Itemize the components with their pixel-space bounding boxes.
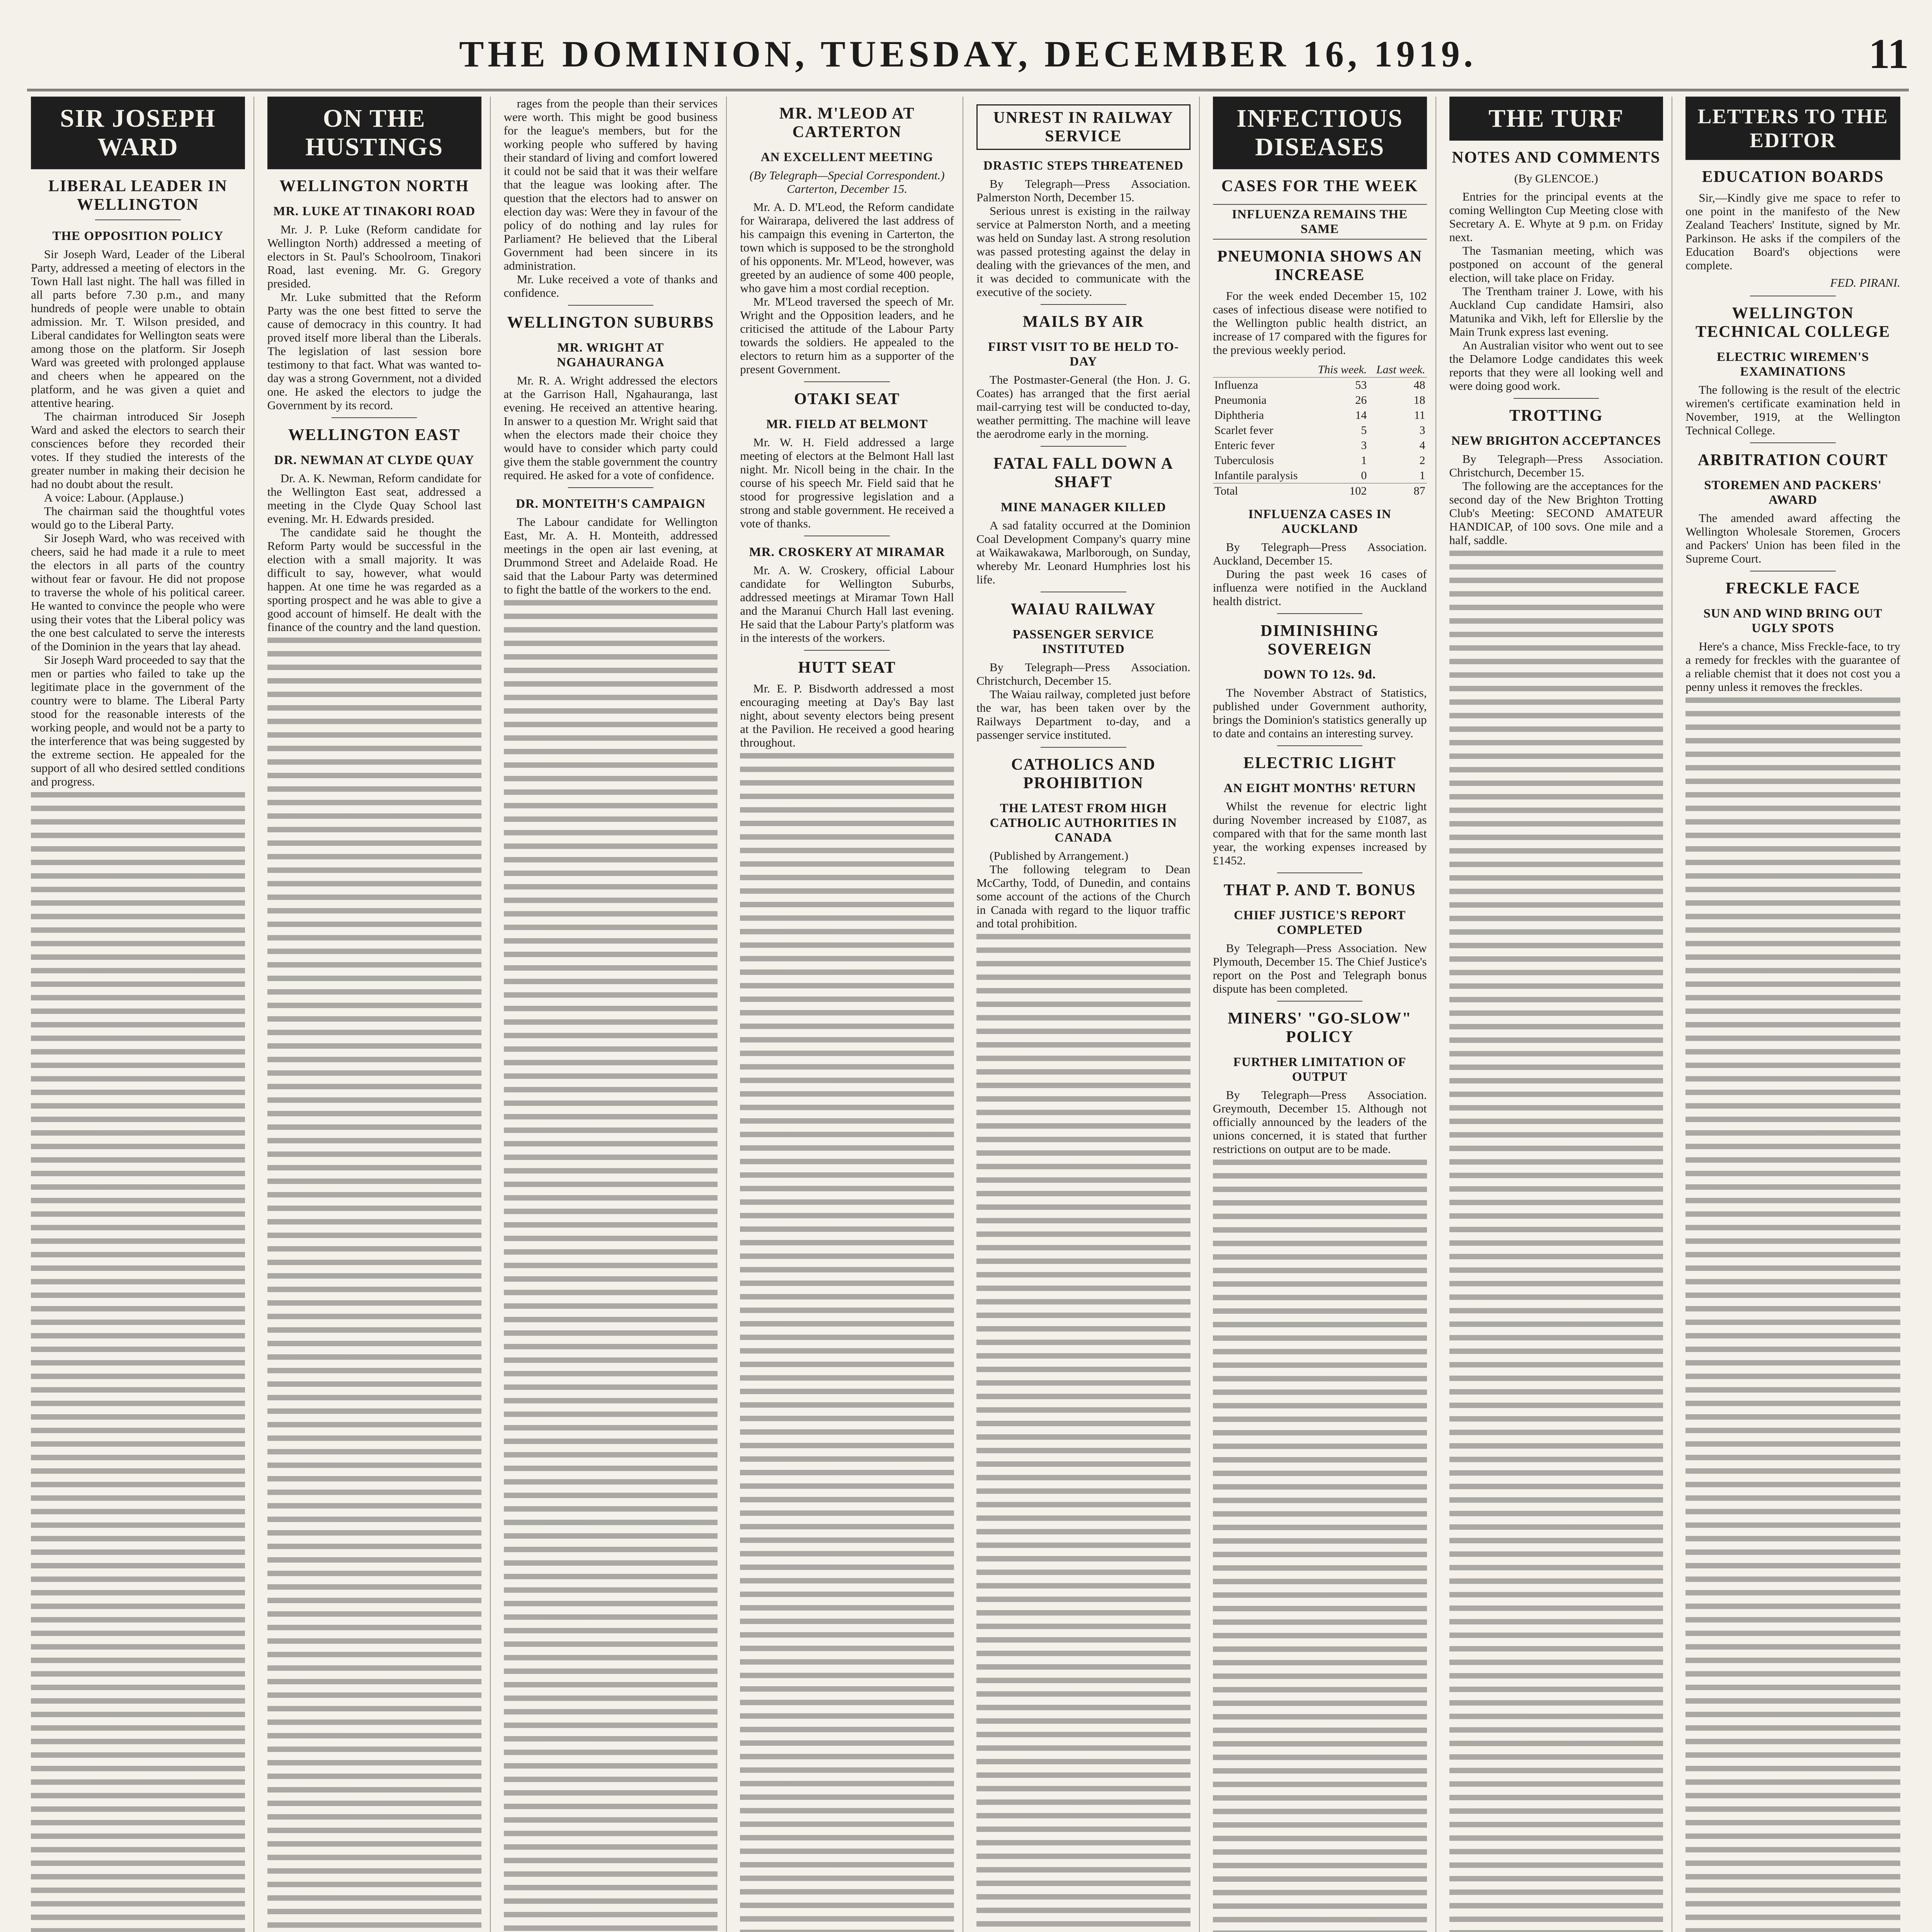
article-body <box>31 247 245 788</box>
divider <box>1041 446 1126 447</box>
section-title: CATHOLICS AND PROHIBITION <box>1011 756 1156 792</box>
table-cell: 1 <box>1361 454 1367 467</box>
section-subtitle: MINE MANAGER KILLED <box>1000 500 1166 514</box>
table-cell: 0 <box>1361 469 1367 482</box>
section-title: FATAL FALL DOWN A SHAFT <box>993 455 1173 491</box>
table-header-cell: This week. <box>1310 362 1368 378</box>
text-continuation <box>267 634 481 1932</box>
section-subtitle: THE LATEST FROM HIGH CATHOLIC AUTHORITIES IN CANADA <box>990 801 1177 845</box>
paragraph: The Labour candidate for Wellington East, Mr. A. H. Monteith, addressed meetings in the open air last evening, at Drummond Street and Adelaide Road. He said that the Labour Party was determined to fight the battle of the workers to the end. <box>503 515 718 596</box>
text-continuation <box>504 596 718 1932</box>
table-row <box>1213 393 1427 408</box>
table-cell: Scarlet fever <box>1214 424 1274 437</box>
text-continuation <box>1685 694 1900 1932</box>
paragraph: Mr. A. D. M'Leod, the Reform candidate for Wairarapa, delivered the last address of his campaign this evening in Carterton, the town which is supposed to be the stronghold of his opponents. Mr. M'Leod, however, was greeted by an audience of some 400 people, who gave him a most cordial reception. <box>740 200 954 295</box>
divider <box>1514 398 1599 399</box>
section-subtitle: DR. NEWMAN AT CLYDE QUAY <box>274 453 474 467</box>
section-subtitle: DOWN TO 12s. 9d. <box>1264 668 1376 682</box>
table-cell: Enteric fever <box>1214 439 1275 452</box>
section-title: WELLINGTON SUBURBS <box>507 314 714 332</box>
article-headline: MR. M'LEOD AT CARTERTON <box>779 105 915 141</box>
divider <box>804 650 890 651</box>
table-cell: 14 <box>1355 409 1367 422</box>
paragraph: The following is the result of the electric wiremen's certificate examination held in November, 1919, at the Wellington Technical College. <box>1685 383 1900 437</box>
article-subheadline: LIBERAL LEADER IN WELLINGTON <box>48 177 228 214</box>
section-subtitle: PASSENGER SERVICE INSTITUTED <box>1012 628 1155 656</box>
divider <box>1277 872 1363 873</box>
table-row <box>1213 423 1427 438</box>
section-title: OTAKI SEAT <box>794 390 900 408</box>
section-subtitle: NEW BRIGHTON ACCEPTANCES <box>1451 434 1661 448</box>
article-headline: SIR JOSEPH WARD <box>31 97 245 169</box>
paragraph: By Telegraph—Press Association. Auckland, December 15. <box>1213 540 1427 567</box>
section-title: ARBITRATION COURT <box>1697 451 1888 469</box>
paragraph: The chairman said the thoughtful votes would go to the Liberal Party. <box>31 504 245 531</box>
table-cell: Infantile paralysis <box>1214 469 1298 482</box>
masthead-title: THE DOMINION, TUESDAY, DECEMBER 16, 1919. <box>459 33 1477 75</box>
paragraph: The Trentham trainer J. Lowe, with his Auckland Cup candidate Hamsiri, also Matunika and Vikh, left for Ellerslie by the Main Trunk express last evening. <box>1449 284 1663 338</box>
paragraph: The following telegram to Dean McCarthy, Todd, of Dunedin, and contains some account of the actions of the Church in Canada with regard to the liquor traffic and total prohibition. <box>976 862 1190 930</box>
table-cell: 53 <box>1355 379 1367 391</box>
paragraph: During the past week 16 cases of influenza were notified in the Auckland health district. <box>1213 567 1427 608</box>
table-row <box>1213 468 1427 483</box>
paragraph: Entries for the principal events at the coming Wellington Cup Meeting close with Secretary A. E. Whyte at 9 p.m. on Friday next. <box>1449 190 1663 244</box>
section-title: FRECKLE FACE <box>1725 580 1861 597</box>
paragraph: By Telegraph—Press Association. Greymouth, December 15. Although not officially announced by the leaders of the unions concerned, it is stated that further restrictions on output are to be made. <box>1213 1088 1427 1156</box>
article-headline: ON THE HUSTINGS <box>267 97 481 169</box>
paragraph: The chairman introduced Sir Joseph Ward and asked the electors to search their consciences before they recorded their votes. If they studied the interests of the greater number in making their decision he had no doubt about the result. <box>31 410 245 491</box>
section-title: INFLUENZA CASES IN AUCKLAND <box>1248 507 1391 536</box>
column-1 <box>27 97 254 1932</box>
section-title: HUTT SEAT <box>798 659 896 677</box>
paragraph: The Postmaster-General (the Hon. J. G. Coates) has arranged that the first aerial mail-carrying test will be conducted to-day, weather permitting. The machine will leave the aerodrome early in the morning. <box>976 373 1190 440</box>
table-cell: 4 <box>1419 439 1425 452</box>
table-row <box>1213 438 1427 453</box>
paragraph: The amended award affecting the Wellington Wholesale Storemen, Grocers and Packers' Union has been filed in the Supreme Court. <box>1685 511 1900 565</box>
section-subtitle: CHIEF JUSTICE'S REPORT COMPLETED <box>1234 908 1406 937</box>
section-title: PNEUMONIA SHOWS AN INCREASE <box>1217 248 1422 284</box>
section-title: DR. MONTEITH'S CAMPAIGN <box>515 497 706 511</box>
table-header-cell: Last week. <box>1368 362 1427 378</box>
section-title: EDUCATION BOARDS <box>1702 168 1884 186</box>
paragraph: Mr. E. P. Bisdworth addressed a most encouraging meeting at Day's Bay last night, about seventy electors being present at the Pavilion. He received a good hearing throughout. <box>740 682 954 749</box>
paragraph: Mr. Luke submitted that the Reform Party was the one best fitted to serve the cause of democracy in this country. It had proved itself more liberal than the Liberals. The legislation of last session bore testimony to that fact. What was wanted to-day was a strong Government, not a divided one. He asked the electors to judge the Government by its record. <box>267 290 481 412</box>
section-subtitle: MR. LUKE AT TINAKORI ROAD <box>273 204 476 218</box>
paragraph: Mr. Luke received a vote of thanks and confidence. <box>503 272 718 299</box>
text-continuation <box>1213 1156 1427 1932</box>
paragraph: The following are the acceptances for the second day of the New Brighton Trotting Club's Meeting: SECOND AMATEUR HANDICAP, of 100 sovs. One mile and a half, saddle. <box>1449 479 1663 547</box>
dateline: (By Telegraph—Special Correspondent.) Carterton, December 15. <box>749 168 945 196</box>
column-6 <box>1209 97 1436 1932</box>
paragraph: Here's a chance, Miss Freckle-face, to try a remedy for freckles with the guarantee of a reliable chemist that it does not cost you a penny unless it removes the freckles. <box>1685 639 1900 694</box>
table-header-row <box>1213 362 1427 378</box>
paragraph: A voice: Labour. (Applause.) <box>44 491 184 504</box>
section-title: ELECTRIC LIGHT <box>1243 754 1396 772</box>
table-cell: Diphtheria <box>1214 409 1264 422</box>
paragraph: Dr. A. K. Newman, Reform candidate for the Wellington East seat, addressed a meeting in the Clyde Quay School last evening. Mr. H. Edwards presided. <box>267 471 481 526</box>
letter-signature: FED. PIRANI. <box>1830 276 1900 289</box>
paragraph: By Telegraph—Press Association. Christchurch, December 15. <box>1449 452 1663 479</box>
section-subtitle: STOREMEN AND PACKERS' AWARD <box>1704 478 1882 507</box>
table-cell: Pneumonia <box>1214 394 1267 406</box>
table-cell: Tuberculosis <box>1214 454 1274 467</box>
table-cell: 3 <box>1419 424 1425 437</box>
article-kicker: INFLUENZA REMAINS THE SAME <box>1213 204 1427 240</box>
section-title: MAILS BY AIR <box>1022 313 1144 331</box>
text-continuation <box>976 930 1190 1932</box>
column-7 <box>1446 97 1673 1932</box>
paragraph: Sir Joseph Ward proceeded to say that the men or parties who failed to take up the legitimate place in the government of the country were to blame. The Liberal Party stood for the reasonable interests of the working people, and would not be a party to the interference that was being suggested by the extreme section. He appealed for the support of all who desired settled conditions and progress. <box>31 653 245 788</box>
article-headline: THE TURF <box>1449 97 1663 141</box>
column-5 <box>973 97 1200 1932</box>
table-header-cell <box>1213 362 1310 378</box>
section-title: MINERS' "GO-SLOW" POLICY <box>1228 1010 1412 1046</box>
article-subheadline: NOTES AND COMMENTS <box>1452 149 1661 167</box>
column-3 <box>500 97 727 1932</box>
divider <box>1277 1001 1363 1002</box>
column-2 <box>264 97 491 1932</box>
table-row <box>1213 453 1427 468</box>
paragraph: Mr. A. W. Croskery, official Labour candidate for Wellington Suburbs, addressed meetings at Miramar Town Hall and the Maranui Church Hall last evening. He said that the Labour Party's platform was in the interests of the workers. <box>740 563 954 645</box>
paragraph: Serious unrest is existing in the railway service at Palmerston North, and a meeting was held on Sunday last. A strong resolution was passed protesting against the delay in dealing with the grievances of the men, and it was decided to communicate with the executive of the society. <box>976 204 1190 299</box>
paragraph: By Telegraph—Press Association. New Plymouth, December 15. The Chief Justice's report on the Post and Telegraph bonus dispute has been completed. <box>1213 941 1427 995</box>
paragraph: Sir Joseph Ward, who was received with cheers, said he had made it a rule to meet the electors in all parts of the country without fear or favour. He did not propose to traverse the whole of his political career. He wanted to convince the people who were using their votes that the Liberal policy was the one best calculated to serve the interests of the Dominion in the years that lay ahead. <box>31 531 245 653</box>
section-subtitle: DRASTIC STEPS THREATENED <box>983 159 1184 173</box>
page-number: 11 <box>1869 30 1909 77</box>
table-cell: 18 <box>1413 394 1425 406</box>
table-cell: Total <box>1214 485 1238 497</box>
divider <box>95 219 181 220</box>
text-continuation <box>1449 547 1663 1932</box>
article-headline: LETTERS TO THE EDITOR <box>1685 97 1900 160</box>
text-continuation <box>740 749 954 1932</box>
divider <box>332 417 417 418</box>
text-continuation <box>31 788 245 1932</box>
column-4 <box>736 97 963 1932</box>
paragraph: (Published by Arrangement.) <box>990 849 1129 862</box>
paragraph: Mr. M'Leod traversed the speech of Mr. Wright and the Opposition leaders, and he criticised the attitude of the Labour Party towards the soldiers. He appealed to the electors to return him as a supporter of the present Government. <box>740 295 954 376</box>
divider <box>804 381 890 382</box>
paragraph: Sir Joseph Ward, Leader of the Liberal Party, addressed a meeting of electors in the Town Hall last night. The hall was filled in all parts before 7.30 p.m., and many hundreds of people were unable to obtain admission. Mr. T. Wilson presided, and Liberal candidates for Wellington seats were among those on the platform. Sir Joseph Ward was greeted with prolonged applause and cheers when he appeared on the platform, and he was given a quiet and attentive hearing. <box>31 247 245 410</box>
disease-stats-table <box>1213 362 1427 498</box>
paragraph: The November Abstract of Statistics, published under Government authority, brings the Dominion's statistics generally up to date and contains an interesting survey. <box>1213 686 1427 740</box>
paragraph: Sir,—Kindly give me space to refer to one point in the manifesto of the New Zealand Teachers' Institute, signed by Mr. Parkinson. He asks if the compilers of the Education Board's objections were complete. <box>1685 191 1900 272</box>
section-title: THAT P. AND T. BONUS <box>1223 881 1416 899</box>
table-total-row <box>1213 483 1427 499</box>
article-subheadline: AN EXCELLENT MEETING <box>760 150 934 164</box>
article-subheadline: CASES FOR THE WEEK <box>1221 177 1418 195</box>
paragraph: A sad fatality occurred at the Dominion Coal Development Company's quarry mine at Waikawakawa, Marlborough, on Sunday, whereby Mr. Leonard Humphries lost his life. <box>976 519 1190 586</box>
table-cell: 1 <box>1419 469 1425 482</box>
section-subtitle: AN EIGHT MONTHS' RETURN <box>1223 781 1416 795</box>
divider <box>568 487 654 488</box>
table-cell: 5 <box>1361 424 1367 437</box>
section-title: WELLINGTON NORTH <box>279 177 469 195</box>
table-cell: 11 <box>1414 409 1425 422</box>
table-cell: 3 <box>1361 439 1367 452</box>
table-cell: 2 <box>1419 454 1425 467</box>
paragraph: By Telegraph—Press Association. Palmerston North, December 15. <box>976 177 1190 204</box>
section-title: DIMINISHING SOVEREIGN <box>1260 622 1379 658</box>
divider <box>568 305 654 306</box>
section-title: WELLINGTON TECHNICAL COLLEGE <box>1695 304 1891 341</box>
section-subtitle: FIRST VISIT TO BE HELD TO-DAY <box>988 340 1179 369</box>
paragraph: An Australian visitor who went out to see the Delamore Lodge candidates this week reports that they were all looking well and were doing good work. <box>1449 338 1663 393</box>
divider <box>1750 442 1836 443</box>
paragraph: Mr. J. P. Luke (Reform candidate for Wellington North) addressed a meeting of electors in St. Paul's Schoolroom, Tinakori Road, last evening. Mr. G. Gregory presided. <box>267 223 481 290</box>
table-cell: 87 <box>1413 485 1425 497</box>
masthead <box>27 23 1909 91</box>
section-title: TROTTING <box>1509 407 1603 425</box>
paragraph: The candidate said he thought the Reform Party would be successful in the election with a small majority. It was difficult to say, however, what would happen. At one time he was regarded as a sporting prospect and he was able to give a good account of himself. He dealt with the finance of the country and the land question. <box>267 526 481 634</box>
paragraph: The Waiau railway, completed just before the war, has been taken over by the Railways Department to-day, and a passenger service instituted. <box>976 687 1190 742</box>
paragraph: Whilst the revenue for electric light during November increased by £1087, as compared with that for the same month last year, the working expenses increased by £1452. <box>1213 799 1427 867</box>
section-title: WELLINGTON EAST <box>288 426 461 444</box>
byline: (By GLENCOE.) <box>1514 172 1598 185</box>
section-subtitle: MR. WRIGHT AT NGAHAURANGA <box>557 341 665 369</box>
section-subtitle: MR. FIELD AT BELMONT <box>766 417 928 431</box>
section-subtitle: SUN AND WIND BRING OUT UGLY SPOTS <box>1703 607 1883 635</box>
table-cell: 48 <box>1413 379 1425 391</box>
column-8 <box>1682 97 1909 1932</box>
section-subtitle: ELECTRIC WIREMEN'S EXAMINATIONS <box>1717 350 1869 379</box>
divider <box>1041 304 1126 305</box>
section-subtitle: FURTHER LIMITATION OF OUTPUT <box>1233 1055 1406 1084</box>
section-title: MR. CROSKERY AT MIRAMAR <box>749 545 945 559</box>
paragraph: Mr. R. A. Wright addressed the electors at the Garrison Hall, Ngahauranga, last evening. He received an attentive hearing. In answer to a question Mr. Wright said that when the electors made their choice they would have to consider which party could give them the stable government the country required. He asked for a vote of confidence. <box>503 374 718 482</box>
table-row <box>1213 408 1427 423</box>
article-headline: INFECTIOUS DISEASES <box>1213 97 1427 169</box>
paragraph: By Telegraph—Press Association. Christchurch, December 15. <box>976 660 1190 687</box>
table-cell: 26 <box>1355 394 1367 406</box>
paragraph: The Tasmanian meeting, which was postponed on account of the general election, will take place on Friday. <box>1449 244 1663 284</box>
table-cell: 102 <box>1349 485 1367 497</box>
article-kicker: THE OPPOSITION POLICY <box>52 229 224 243</box>
article-columns <box>27 97 1909 1932</box>
divider <box>1041 747 1126 748</box>
divider <box>1277 613 1363 614</box>
paragraph: Mr. W. H. Field addressed a large meeting of electors at the Belmont Hall last night. Mr. Nicoll being in the chair. In the course of his speech Mr. Field said that he stood for progressive legislation and a strong and stable government. He received a vote of thanks. <box>740 435 954 530</box>
divider <box>1277 745 1363 746</box>
table-row <box>1213 378 1427 393</box>
paragraph: For the week ended December 15, 102 cases of infectious disease were notified to the Wellington public health district, an increase of 17 compared with the figures for the previous weekly period. <box>1213 289 1427 357</box>
section-title: UNREST IN RAILWAY SERVICE <box>976 104 1190 150</box>
section-title: WAIAU RAILWAY <box>1010 600 1156 618</box>
paragraph: rages from the people than their services were worth. This might be good business for the league's members, but for the working people who suffered by having their standard of living and comfort lowered it could not be said that it was their welfare that the league was looking after. The question that the electors had to answer on election day was: Were they in favour of the policy of do nothing and lay rules for Parliament? He believed that the Liberal Government had been sincere in its administration. <box>503 97 718 272</box>
table-cell: Influenza <box>1214 379 1259 391</box>
